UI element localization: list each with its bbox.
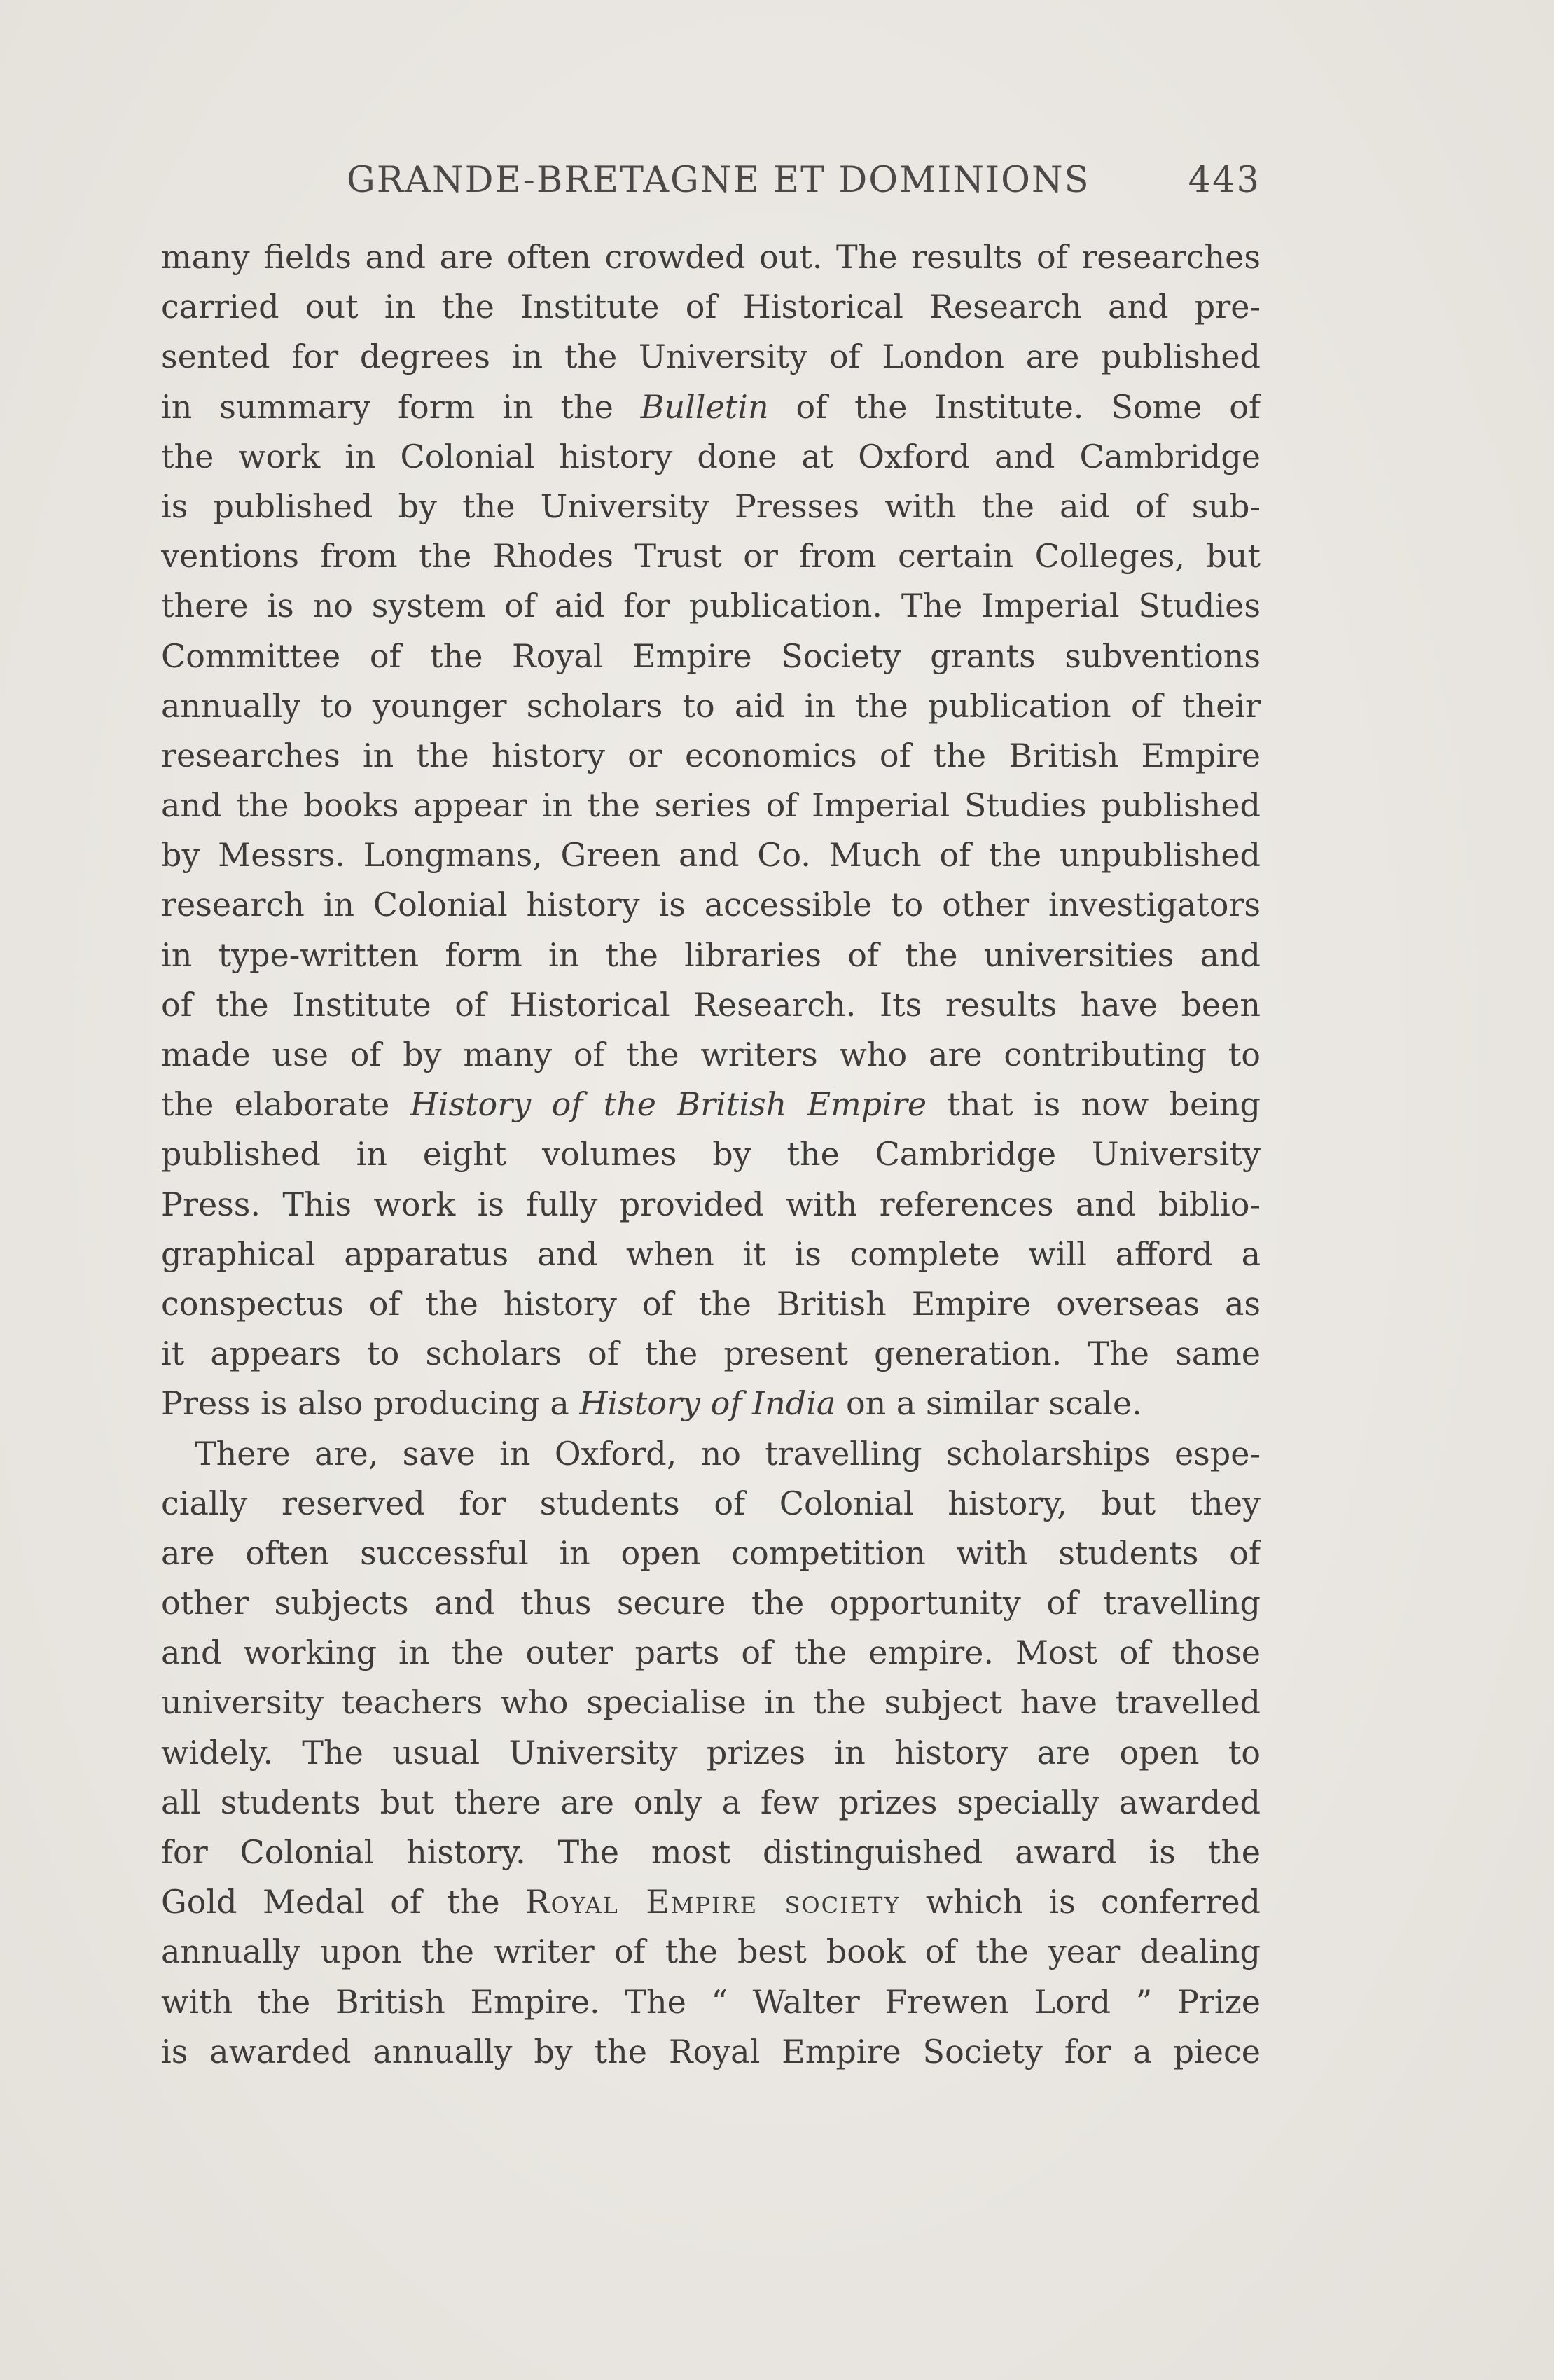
text-line: it appears to scholars of the present generation. The same xyxy=(161,1335,1261,1373)
text-line: is published by the University Presses with the aid of sub- xyxy=(161,487,1261,525)
text-line: many fields and are often crowded out. The results of researches xyxy=(161,238,1261,276)
text-line: and working in the outer parts of the empire. Most of those xyxy=(161,1634,1261,1672)
running-head-title: GRANDE-BRETAGNE ET DOMINIONS xyxy=(347,160,1090,201)
text-line: made use of by many of the writers who are contributing to xyxy=(161,1036,1261,1073)
text-line xyxy=(161,1877,1261,1927)
text-run: on a similar scale. xyxy=(835,1384,1142,1423)
text-line: all students but there are only a few prizes specially awarded xyxy=(161,1783,1261,1821)
text-run: of the Institute. Some of xyxy=(768,387,1261,426)
text-line xyxy=(161,382,1261,432)
text-run: Press is also producing a xyxy=(161,1384,580,1423)
text-run: the elaborate xyxy=(161,1085,410,1124)
text-line: for Colonial history. The most distinguished award is the xyxy=(161,1833,1261,1871)
text-line: the work in Colonial history done at Oxford and Cambridge xyxy=(161,437,1261,475)
text-line: there is no system of aid for publication. The Imperial Studies xyxy=(161,587,1261,625)
text-line: published in eight volumes by the Cambridge University xyxy=(161,1135,1261,1174)
small-caps-name: Royal Empire society xyxy=(525,1883,901,1921)
page-number: 443 xyxy=(1188,160,1261,201)
text-line: other subjects and thus secure the opportunity of travelling xyxy=(161,1584,1261,1622)
text-line: university teachers who specialise in the subject have travelled xyxy=(161,1683,1261,1722)
text-line: graphical apparatus and when it is complete will afford a xyxy=(161,1234,1261,1273)
text-run: which is conferred xyxy=(900,1883,1261,1921)
text-run: in summary form in the xyxy=(161,387,641,426)
text-line: cially reserved for students of Colonial history, but they xyxy=(161,1484,1261,1522)
text-line: is awarded annually by the Royal Empire Society for a piece xyxy=(161,2032,1261,2071)
text-line: of the Institute of Historical Research. Its results have been xyxy=(161,985,1261,1024)
text-run: Gold Medal of the xyxy=(161,1883,525,1921)
text-line: There are, save in Oxford, no travelling scholarships espe- xyxy=(195,1434,1261,1473)
italic-title: History of India xyxy=(579,1384,836,1423)
text-line: widely. The usual University prizes in history are open to xyxy=(161,1733,1261,1772)
text-line: research in Colonial history is accessible to other investigators xyxy=(161,886,1261,924)
text-line: carried out in the Institute of Historical Research and pre- xyxy=(161,288,1261,326)
text-line: researches in the history or economics of the British Empire xyxy=(161,736,1261,774)
italic-title: Bulletin xyxy=(640,387,769,426)
italic-title: History of the British Empire xyxy=(410,1085,927,1124)
running-head xyxy=(161,160,1261,209)
text-line: Press. This work is fully provided with references and biblio- xyxy=(161,1185,1261,1223)
text-line: in type-written form in the libraries of the universities and xyxy=(161,935,1261,974)
text-line: by Messrs. Longmans, Green and Co. Much of the unpublished xyxy=(161,836,1261,875)
body-text xyxy=(161,232,1261,2077)
text-line: sented for degrees in the University of London are published xyxy=(161,337,1261,376)
text-line: conspectus of the history of the British Empire overseas as xyxy=(161,1284,1261,1323)
text-line: annually to younger scholars to aid in the publication of their xyxy=(161,686,1261,725)
text-line: Committee of the Royal Empire Society grants subventions xyxy=(161,636,1261,675)
text-run: that is now being xyxy=(927,1085,1261,1124)
text-line: ventions from the Rhodes Trust or from certain Colleges, but xyxy=(161,537,1261,576)
text-line: annually upon the writer of the best book of the year dealing xyxy=(161,1933,1261,1971)
text-line: with the British Empire. The “ Walter Frewen Lord ” Prize xyxy=(161,1982,1261,2021)
text-line: and the books appear in the series of Imperial Studies published xyxy=(161,786,1261,825)
text-line: are often successful in open competition with students of xyxy=(161,1533,1261,1572)
text-line xyxy=(161,1379,1261,1428)
text-line xyxy=(161,1080,1261,1129)
